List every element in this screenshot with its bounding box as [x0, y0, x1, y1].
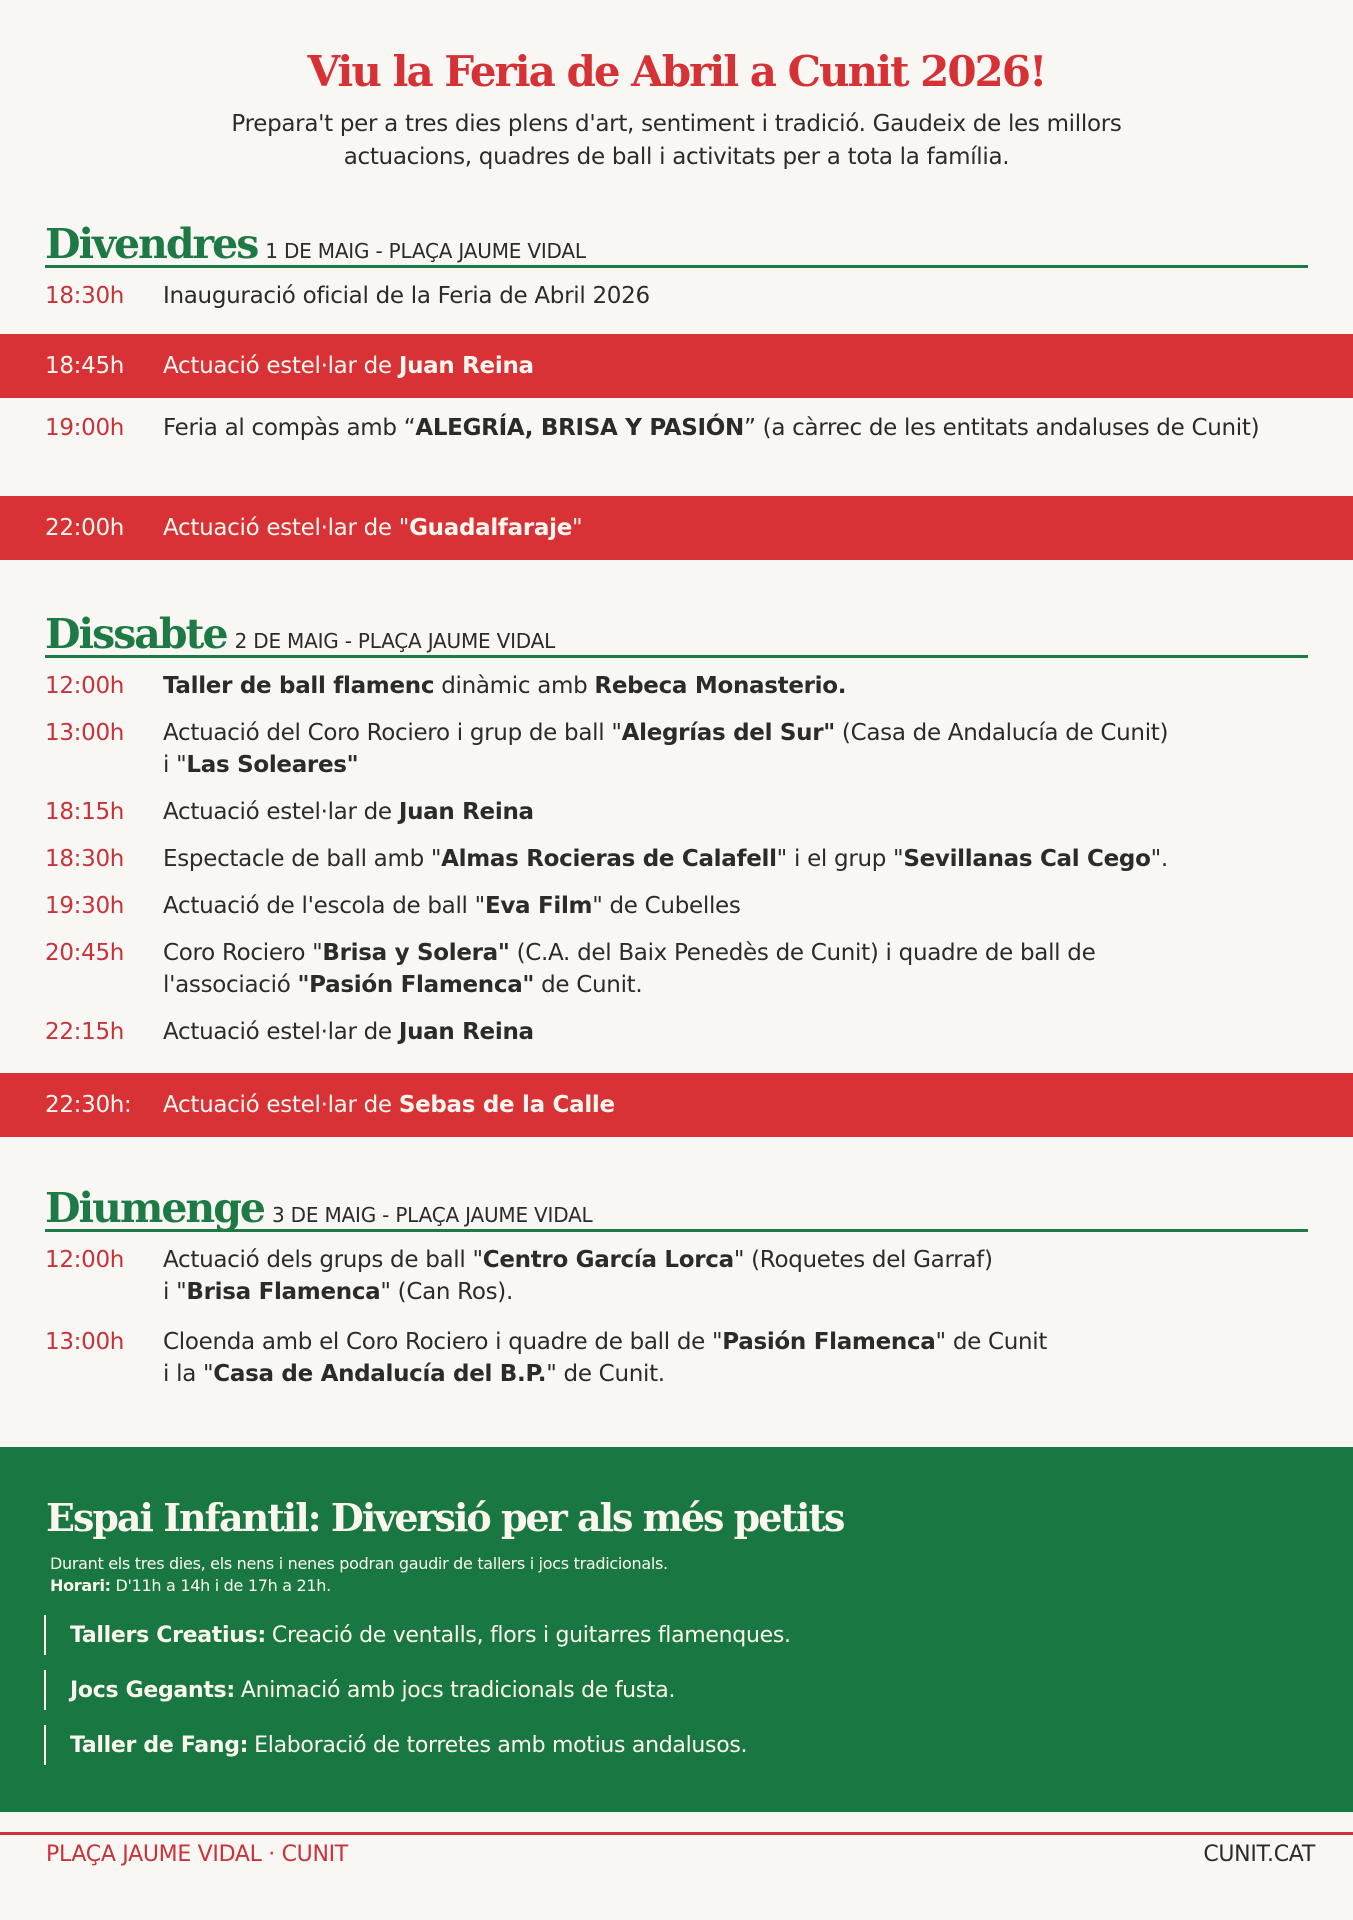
event-description: Feria al compàs amb “ALEGRÍA, BRISA Y PASIÓN” (a càrrec de les entitats andaluses de Cunit)	[163, 415, 1260, 441]
intro-line-2: actuacions, quadres de ball i activitats per a tota la família.	[343, 144, 1010, 170]
event-description: Inauguració oficial de la Feria de Abril 2026	[163, 283, 650, 309]
day-heading	[45, 212, 1308, 268]
schedule-row	[0, 890, 1353, 937]
kids-area-panel	[0, 1447, 1353, 1812]
schedule-row-highlight	[0, 1073, 1353, 1137]
event-description: Coro Rociero "Brisa y Solera" (C.A. del Baix Penedès de Cunit) i quadre de ball de l'associació "Pasión Flamenca" de Cunit.	[163, 940, 1096, 998]
event-time: 22:00h	[45, 515, 125, 541]
activity-label: Jocs Gegants:	[70, 1677, 235, 1703]
kids-activity-item	[44, 1615, 791, 1655]
schedule-row	[0, 1016, 1353, 1065]
event-description: Actuació estel·lar de Juan Reina	[163, 353, 534, 379]
day-meta: 3 DE MAIG - PLAÇA JAUME VIDAL	[271, 1203, 593, 1227]
event-time: 18:30h	[45, 283, 125, 309]
footer-divider	[0, 1832, 1353, 1835]
day-name: Dissabte	[45, 610, 227, 658]
schedule-row	[0, 670, 1353, 717]
activity-text: Creació de ventalls, flors i guitarres flamenques.	[271, 1622, 791, 1648]
activity-label: Taller de Fang:	[70, 1732, 249, 1758]
activity-text: Animació amb jocs tradicionals de fusta.	[240, 1677, 676, 1703]
event-time: 19:00h	[45, 415, 125, 441]
schedule-row	[0, 937, 1353, 1016]
event-time: 20:45h	[45, 940, 125, 966]
day-section-diumenge	[0, 1176, 1353, 1405]
event-time: 13:00h	[45, 1329, 125, 1355]
event-description: Actuació del Coro Rociero i grup de ball "Alegrías del Sur" (Casa de Andalucía de Cunit) i "Las Soleares"	[163, 720, 1169, 778]
footer-website-link[interactable]: CUNIT.CAT	[1203, 1842, 1315, 1867]
day-name: Diumenge	[45, 1184, 264, 1232]
day-name: Divendres	[45, 220, 258, 268]
kids-activity-item	[44, 1670, 791, 1710]
event-description: Taller de ball flamenc dinàmic amb Rebeca Monasterio.	[163, 673, 847, 699]
schedule-row	[0, 280, 1353, 330]
schedule-row	[0, 843, 1353, 890]
event-description: Actuació dels grups de ball "Centro García Lorca" (Roquetes del Garraf) i "Brisa Flamenca" (Can Ros).	[163, 1247, 993, 1305]
day-meta: 2 DE MAIG - PLAÇA JAUME VIDAL	[234, 629, 556, 653]
kids-area-title: Espai Infantil: Diversió per als més petits	[46, 1495, 844, 1540]
event-time: 12:00h	[45, 1247, 125, 1273]
event-time: 22:30h:	[45, 1092, 132, 1118]
event-time: 12:00h	[45, 673, 125, 699]
schedule-label: Horari:	[50, 1576, 111, 1595]
event-description: Actuació estel·lar de "Guadalfaraje"	[163, 515, 583, 541]
day-section-divendres	[0, 212, 1353, 560]
page-header	[0, 44, 1353, 174]
day-heading	[45, 1176, 1308, 1232]
activity-label: Tallers Creatius:	[70, 1622, 266, 1648]
event-description: Actuació de l'escola de ball "Eva Film" de Cubelles	[163, 893, 741, 919]
schedule-row	[0, 1326, 1353, 1405]
event-time: 13:00h	[45, 720, 125, 746]
day-meta: 1 DE MAIG - PLAÇA JAUME VIDAL	[265, 239, 586, 263]
event-description: Actuació estel·lar de Sebas de la Calle	[163, 1092, 615, 1118]
intro-line-1: Prepara't per a tres dies plens d'art, sentiment i tradició. Gaudeix de les millors	[231, 111, 1122, 137]
schedule-row	[0, 398, 1353, 496]
schedule-row	[0, 717, 1353, 796]
event-description: Espectacle de ball amb "Almas Rocieras de Calafell" i el grup "Sevillanas Cal Cego".	[163, 846, 1168, 872]
event-time: 19:30h	[45, 893, 125, 919]
kids-activity-list	[44, 1615, 791, 1780]
activity-text: Elaboració de torretes amb motius andalusos.	[254, 1732, 748, 1758]
event-description: Actuació estel·lar de Juan Reina	[163, 1019, 534, 1045]
event-time: 18:30h	[45, 846, 125, 872]
day-section-dissabte	[0, 602, 1353, 1137]
schedule-row	[0, 796, 1353, 843]
event-time: 22:15h	[45, 1019, 125, 1045]
event-time: 18:15h	[45, 799, 125, 825]
intro-text	[167, 108, 1187, 174]
event-description: Cloenda amb el Coro Rociero i quadre de ball de "Pasión Flamenca" de Cunit i la "Casa de Andalucía del B.P." de Cunit.	[163, 1329, 1048, 1387]
kids-area-description: Durant els tres dies, els nens i nenes podran gaudir de tallers i jocs tradicionals. Horari: D'11h a 14h i de 17h a 21h.	[50, 1554, 668, 1595]
page-title: Viu la Feria de Abril a Cunit 2026!	[307, 47, 1046, 96]
kids-activity-item	[44, 1725, 791, 1765]
event-description: Actuació estel·lar de Juan Reina	[163, 799, 534, 825]
schedule-row-highlight	[0, 496, 1353, 560]
footer-location: PLAÇA JAUME VIDAL · CUNIT	[46, 1842, 348, 1867]
schedule-value: D'11h a 14h i de 17h a 21h.	[110, 1576, 331, 1595]
day-heading	[45, 602, 1308, 658]
schedule-row	[0, 1244, 1353, 1326]
event-time: 18:45h	[45, 353, 125, 379]
schedule-row-highlight	[0, 334, 1353, 398]
